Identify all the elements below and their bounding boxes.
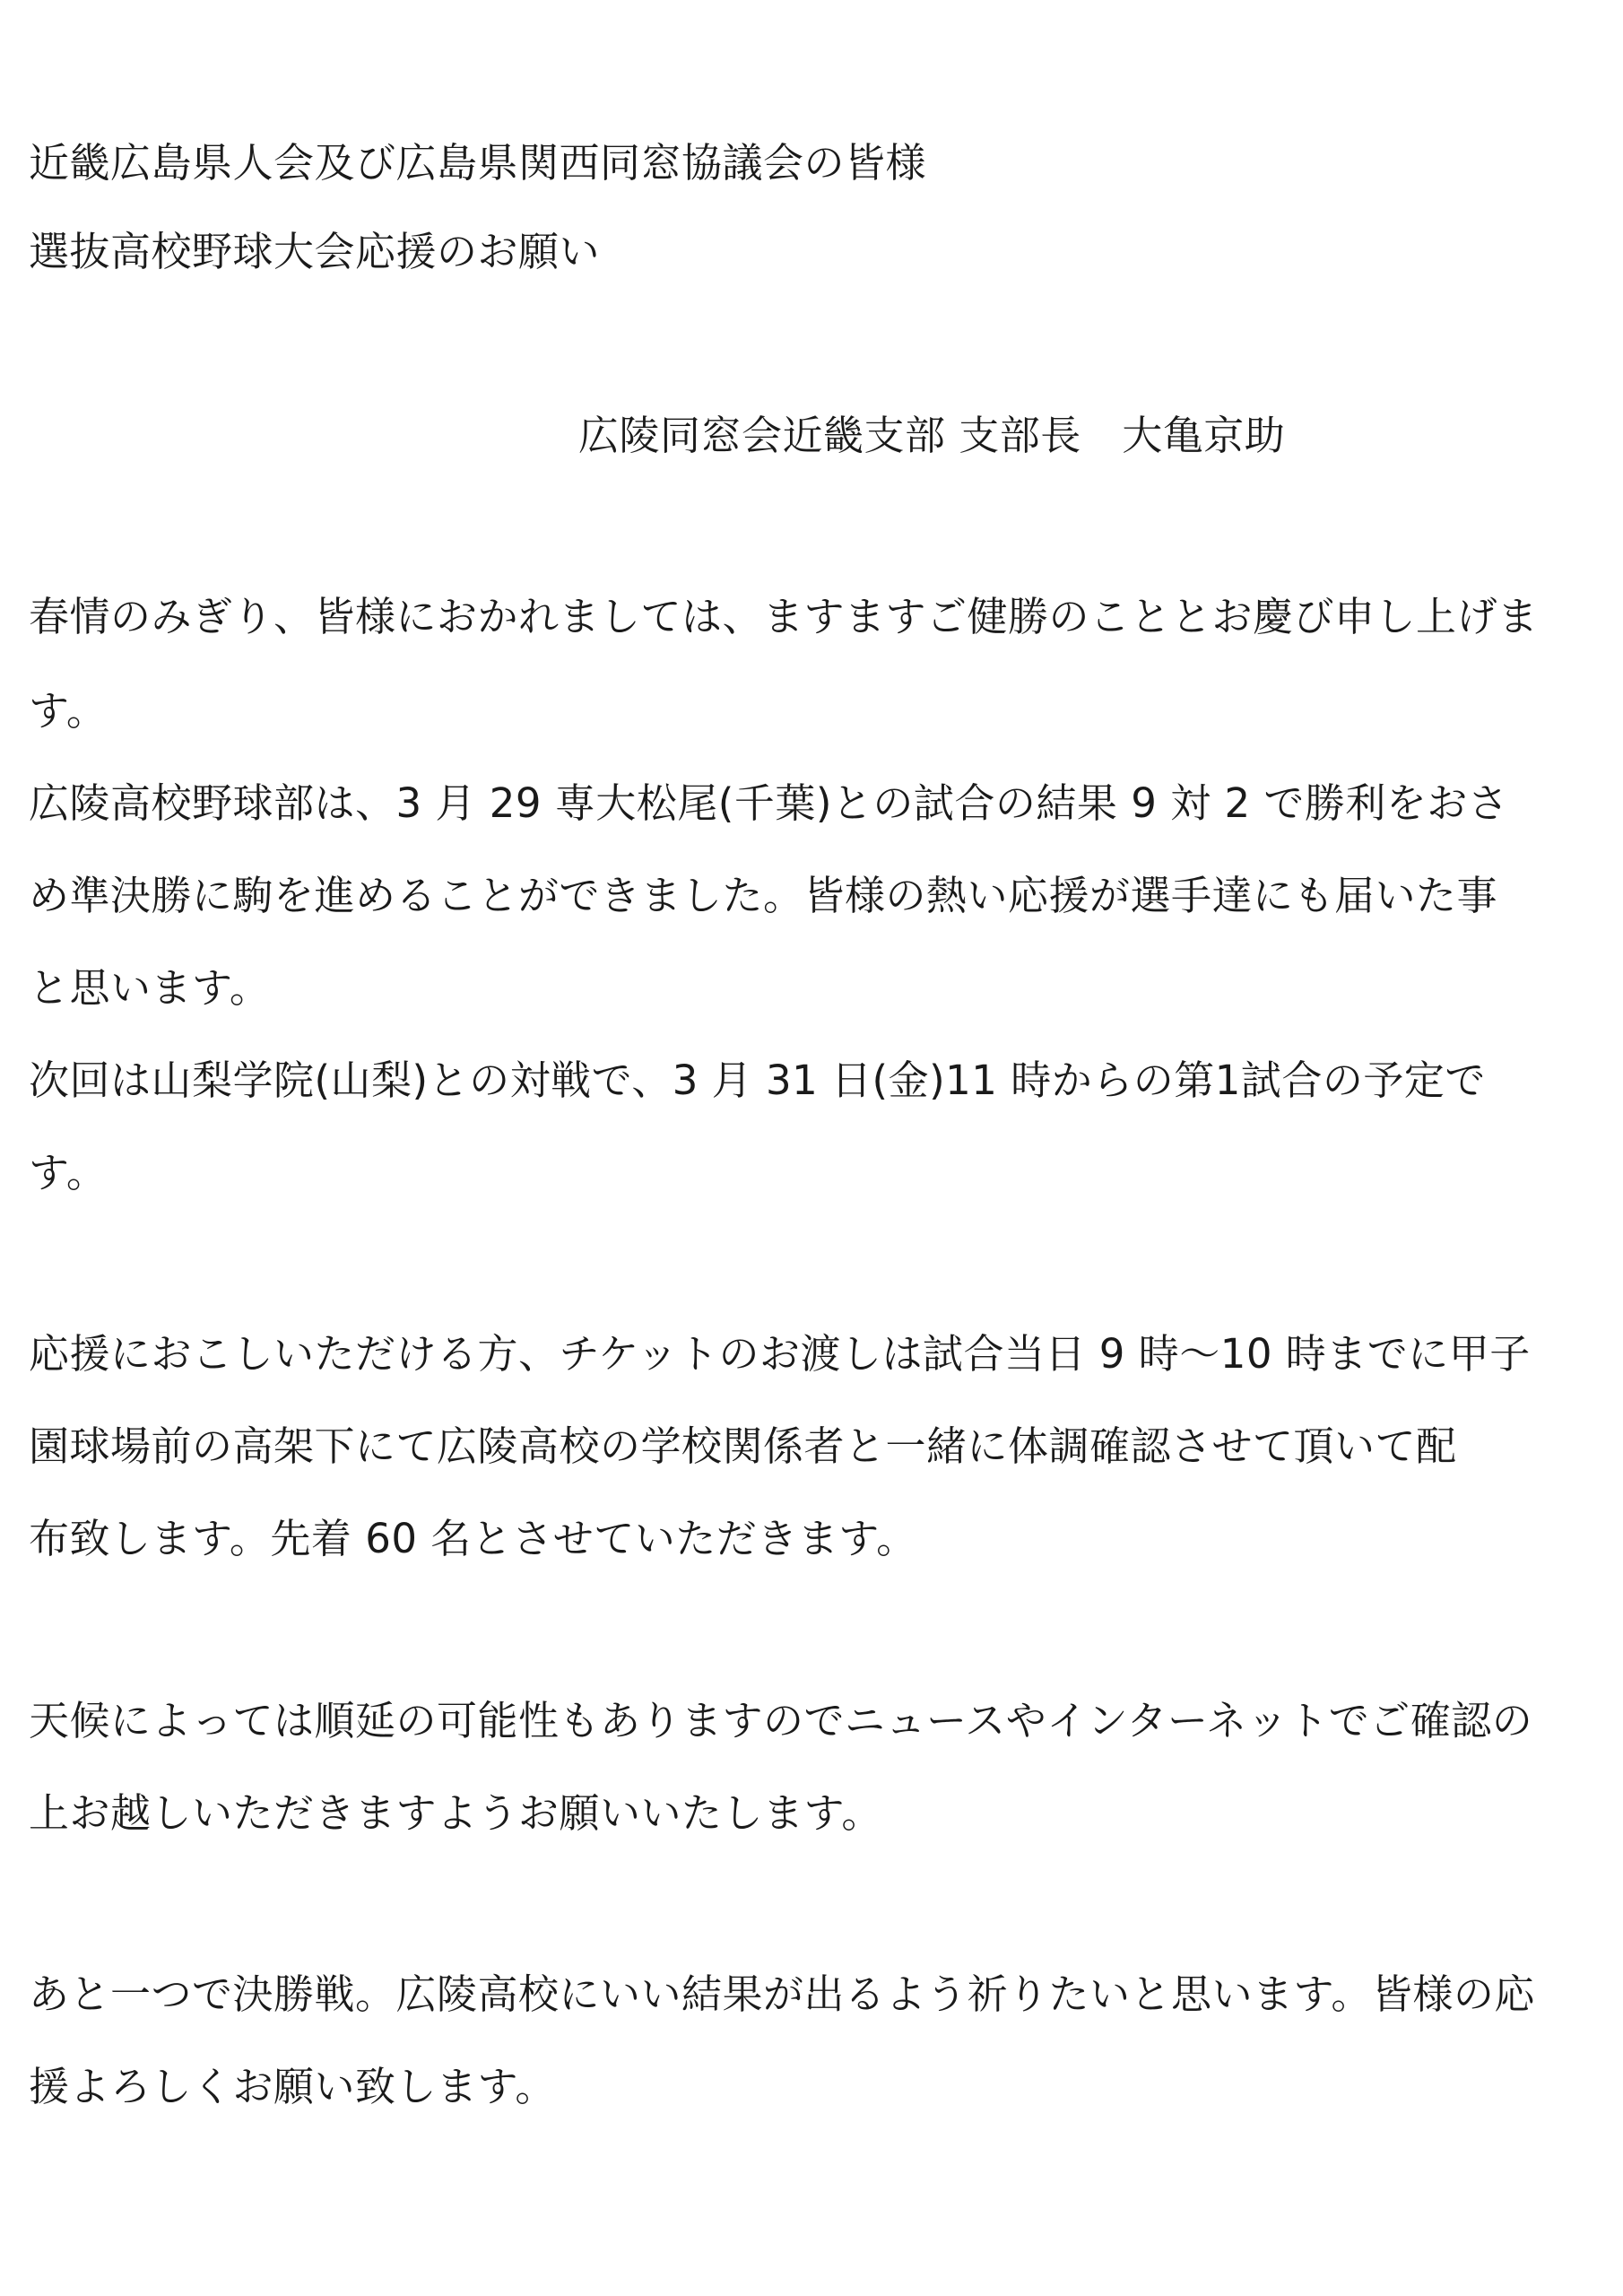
weather-line-2: 上お越しいただきますようお願いいたします。 [29, 1789, 882, 1837]
tickets-line-3: 布致します。先着 60 名とさせていただきます。 [29, 1515, 917, 1562]
greeting-line-2: す。 [29, 687, 108, 735]
addressee-line: 近畿広島県人会及び広島県関西同窓協議会の皆様 [29, 139, 927, 187]
closing-line-1: あと一つで決勝戦。広陵高校にいい結果が出るよう祈りたいと思います。皆様の応 [29, 1970, 1535, 2018]
tickets-line-2: 園球場前の高架下にて広陵高校の学校関係者と一緒に体調確認させて頂いて配 [29, 1422, 1457, 1470]
closing-line-2: 援よろしくお願い致します。 [29, 2063, 556, 2110]
greeting-line-1: 春情のみぎり、皆様におかれましては、ますますご健勝のこととお慶び申し上げま [29, 593, 1539, 640]
sender-signature: 広陵同窓会近畿支部 支部長 大亀京助 [578, 412, 1286, 459]
result-line-2: め準決勝に駒を進めることができました。皆様の熱い応援が選手達にも届いた事 [29, 872, 1498, 919]
next-game-line-1: 次回は山梨学院(山梨)との対戦で、3 月 31 日(金)11 時からの第1試合の予定で [29, 1057, 1486, 1104]
subject-line: 選抜高校野球大会応援のお願い [29, 228, 601, 275]
next-game-line-2: す。 [29, 1149, 108, 1196]
result-line-3: と思います。 [29, 964, 271, 1012]
weather-line-1: 天候によっては順延の可能性もありますのでニュースやインターネットでご確認の [29, 1697, 1533, 1744]
result-line-1: 広陵高校野球部は、3 月 29 専大松尾(千葉)との試合の結果 9 対 2 で勝利をおさ [29, 779, 1509, 827]
tickets-line-1: 応援におこしいただける方、チケットのお渡しは試合当日 9 時～10 時までに甲子 [29, 1330, 1531, 1378]
